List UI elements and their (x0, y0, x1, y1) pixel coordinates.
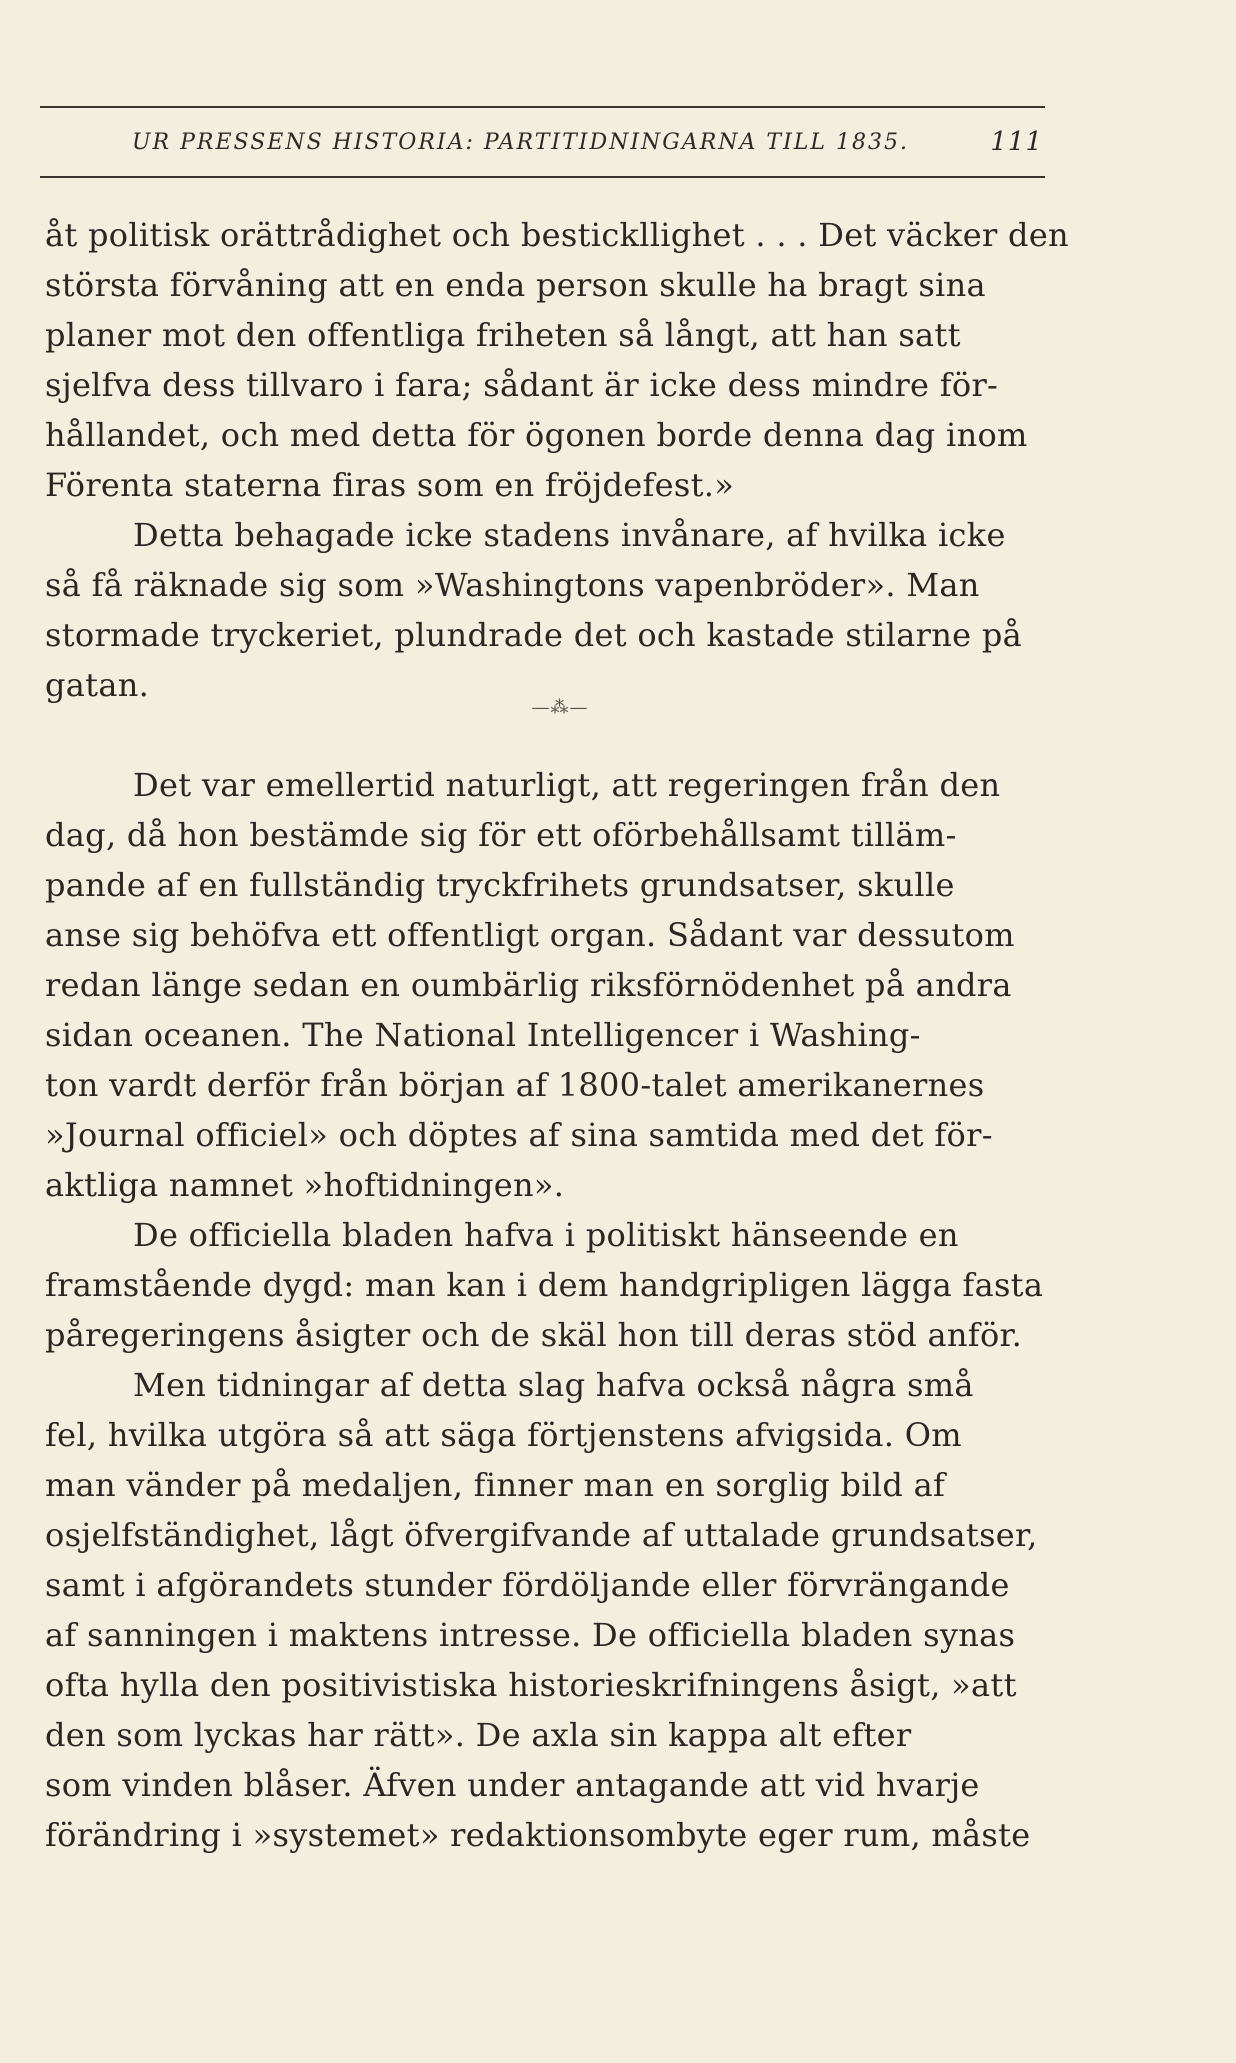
paragraph-2-line-4: anse sig behöfva ett offentligt organ. Sådant var dessutom (45, 916, 1015, 954)
paragraph-2-line-1: Det var emellertid naturligt, att regeringen från den (133, 766, 1001, 804)
paragraph-2-line-11: framstående dygd: man kan i dem handgripligen lägga fasta (45, 1266, 1044, 1304)
paragraph-2-line-8: »Journal officiel» och döptes af sina samtida med det för- (45, 1116, 993, 1154)
paragraph-2-line-3: pande af en fullständig tryckfrihets grundsatser, skulle (45, 866, 955, 904)
paragraph-2-line-22: förändring i »systemet» redaktionsombyte eger rum, måste (45, 1816, 1031, 1854)
paragraph-1-line-10: gatan. (45, 666, 150, 704)
paragraph-1-line-6: Förenta staterna firas som en fröjdefest.» (45, 466, 735, 504)
paragraph-1-line-1: åt politisk orättrådighet och bestickllighet . . . Det väcker den (45, 216, 1069, 254)
paragraph-2 (45, 760, 1055, 1860)
paragraph-2-line-14: fel, hvilka utgöra så att säga förtjenstens afvigsida. Om (45, 1416, 962, 1454)
running-title: UR PRESSENS HISTORIA: PARTITIDNINGARNA TILL 1835. (132, 129, 909, 155)
paragraph-2-line-13: Men tidningar af detta slag hafva också några små (133, 1366, 974, 1404)
paragraph-1-line-8: så få räknade sig som »Washingtons vapenbröder». Man (45, 566, 980, 604)
page-number: 111 (990, 127, 1043, 157)
header-bottom-rule (40, 176, 1045, 178)
paragraph-2-line-19: ofta hylla den positivistiska historieskrifningens åsigt, »att (45, 1666, 1017, 1704)
paragraph-1-line-7: Detta behagade icke stadens invånare, af hvilka icke (133, 516, 1006, 554)
paragraph-2-line-18: af sanningen i maktens intresse. De officiella bladen synas (45, 1616, 1016, 1654)
paragraph-1 (45, 210, 1069, 710)
section-ornament: —⁂— (531, 697, 589, 718)
paragraph-2-line-17: samt i afgörandets stunder fördöljande eller förvrängande (45, 1566, 1010, 1604)
paragraph-2-line-20: den som lyckas har rätt». De axla sin kappa alt efter (45, 1716, 912, 1754)
paragraph-1-line-9: stormade tryckeriet, plundrade det och kastade stilarne på (45, 616, 1023, 654)
paragraph-2-line-9: aktliga namnet »hoftidningen». (45, 1166, 565, 1204)
paragraph-1-line-2: största förvåning att en enda person skulle ha bragt sina (45, 266, 986, 304)
paragraph-2-line-10: De officiella bladen hafva i politiskt hänseende en (133, 1216, 959, 1254)
paragraph-2-line-15: man vänder på medaljen, finner man en sorglig bild af (45, 1466, 946, 1504)
paragraph-2-line-5: redan länge sedan en oumbärlig riksförnödenhet på andra (45, 966, 1012, 1004)
paragraph-2-line-2: dag, då hon bestämde sig för ett oförbehållsamt tilläm- (45, 816, 957, 854)
paragraph-2-line-21: som vinden blåser. Äfven under antagande att vid hvarje (45, 1766, 980, 1804)
header-top-rule (40, 106, 1045, 108)
paragraph-2-line-7: ton vardt derför från början af 1800-talet amerikanernes (45, 1066, 985, 1104)
paragraph-2-line-16: osjelfständighet, lågt öfvergifvande af uttalade grundsatser, (45, 1516, 1038, 1554)
paragraph-1-line-5: hållandet, och med detta för ögonen borde denna dag inom (45, 416, 1028, 454)
paragraph-1-line-3: planer mot den offentliga friheten så långt, att han satt (45, 316, 961, 354)
paragraph-1-line-4: sjelfva dess tillvaro i fara; sådant är icke dess mindre för- (45, 366, 999, 404)
paragraph-2-line-12: påregeringens åsigter och de skäl hon till deras stöd anför. (45, 1316, 1023, 1354)
running-head (40, 116, 1045, 168)
paragraph-2-line-6: sidan oceanen. The National Intelligencer i Washing- (45, 1016, 921, 1054)
